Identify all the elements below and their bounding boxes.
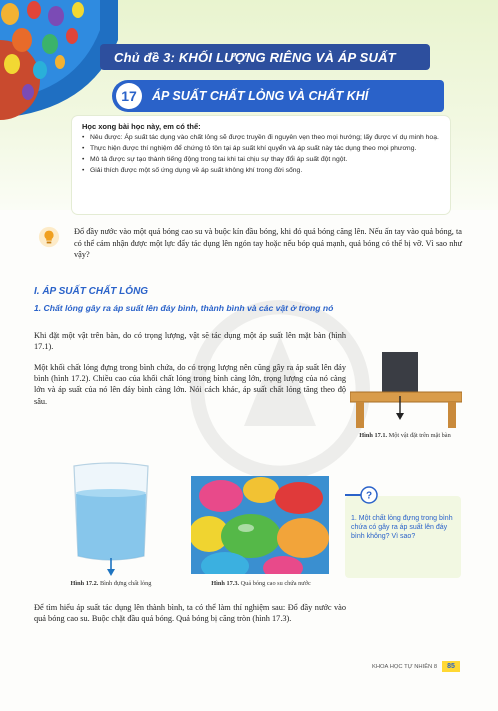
page-number: 85 xyxy=(442,661,460,672)
figure-17-1-text: Một vật đặt trên mặt bàn xyxy=(388,432,451,439)
figure-17-3-text: Quả bóng cao su chứa nước xyxy=(240,580,311,587)
topic-banner xyxy=(100,44,430,70)
objectives-heading: Học xong bài học này, em có thể: xyxy=(82,122,201,131)
page-footer xyxy=(372,661,460,672)
objective-item: • Nêu được: Áp suất tác dụng vào chất lỏng sẽ được truyền đi nguyên vẹn theo mọi hướng; lấy được ví dụ minh hoạ. xyxy=(82,133,440,142)
figure-17-2-label: Hình 17.2. xyxy=(70,580,99,587)
figure-17-2-text: Bình đựng chất lỏng xyxy=(99,580,152,587)
question-text: 1. Một chất lỏng đựng trong bình chứa có gây ra áp suất lên đáy bình không? Vì sao? xyxy=(351,515,453,540)
figure-17-2-beaker xyxy=(66,460,156,578)
intro-text: Đổ đầy nước vào một quả bóng cao su và buộc kín đầu bóng, khi đó quả bóng căng lên. Nếu ấn tay vào quả bóng, ta có thể cảm nhận được một lực đẩy tác dụng lên ngón tay hoặc nếu bóp quá mạnh, quả bóng có thể bị vỡ. Vì sao như vậy? xyxy=(74,227,462,259)
figure-17-3-caption xyxy=(196,580,326,588)
learning-objectives-box xyxy=(72,116,450,214)
figure-17-3-water-balloons-photo xyxy=(191,476,329,574)
figure-17-1-object-on-table xyxy=(350,350,462,428)
paragraph-1: Khi đặt một vật trên bàn, do có trọng lượng, vật sẽ tác dụng một áp suất lên mặt bàn (hình 17.1). xyxy=(34,331,346,352)
topic-title: Chủ đề 3: KHỐI LƯỢNG RIÊNG VÀ ÁP SUẤT xyxy=(114,49,396,65)
question-mark: ? xyxy=(365,490,373,502)
paragraph-2: Một khối chất lỏng đựng trong bình chứa, do có trọng lượng nên cũng gây ra áp suất lên đáy bình (hình 17.2). Chiều cao của khối chất lỏng trong bình càng lớn, trọng lượng của nó càng lớn và áp suất của nó lên đáy bình càng lớn. Nói cách khác, áp suất chất lỏng tăng theo độ sâu. xyxy=(34,363,346,406)
lesson-number: 17 xyxy=(116,83,142,109)
lesson-banner xyxy=(112,80,444,112)
lightbulb-icon xyxy=(38,226,60,248)
objective-item: • Thực hiện được thí nghiệm để chứng tỏ tồn tại áp suất khí quyển và áp suất này tác dụng theo mọi phương. xyxy=(82,144,440,153)
objective-item: • Mô tả được sự tạo thành tiếng động trong tai khi tai chịu sự thay đổi áp suất đột ngột. xyxy=(82,155,440,164)
objective-item: • Giải thích được một số ứng dụng về áp suất không khí trong đời sống. xyxy=(82,166,440,175)
question-icon xyxy=(345,486,379,504)
figure-17-3-label: Hình 17.3. xyxy=(211,580,240,587)
lesson-title: ÁP SUẤT CHẤT LỎNG VÀ CHẤT KHÍ xyxy=(152,89,369,103)
section-title: I. ÁP SUẤT CHẤT LỎNG xyxy=(34,286,149,297)
figure-17-2-caption xyxy=(46,580,176,588)
objectives-list xyxy=(82,133,440,175)
intro-block xyxy=(38,226,462,261)
figure-17-1-label: Hình 17.1. xyxy=(359,432,388,439)
subsection-title: 1. Chất lỏng gây ra áp suất lên đáy bình, thành bình và các vật ở trong nó xyxy=(34,303,334,313)
paragraph-3: Để tìm hiểu áp suất tác dụng lên thành bình, ta có thể làm thí nghiệm sau: Đổ đầy nước vào quả bóng cao su. Buộc chặt đầu quả bóng. Quả bóng bị căng tròn (hình 17.3). xyxy=(34,603,346,624)
footer-book-title: KHOA HỌC TỰ NHIÊN 8 xyxy=(372,663,438,670)
figure-17-1-caption xyxy=(340,432,470,440)
